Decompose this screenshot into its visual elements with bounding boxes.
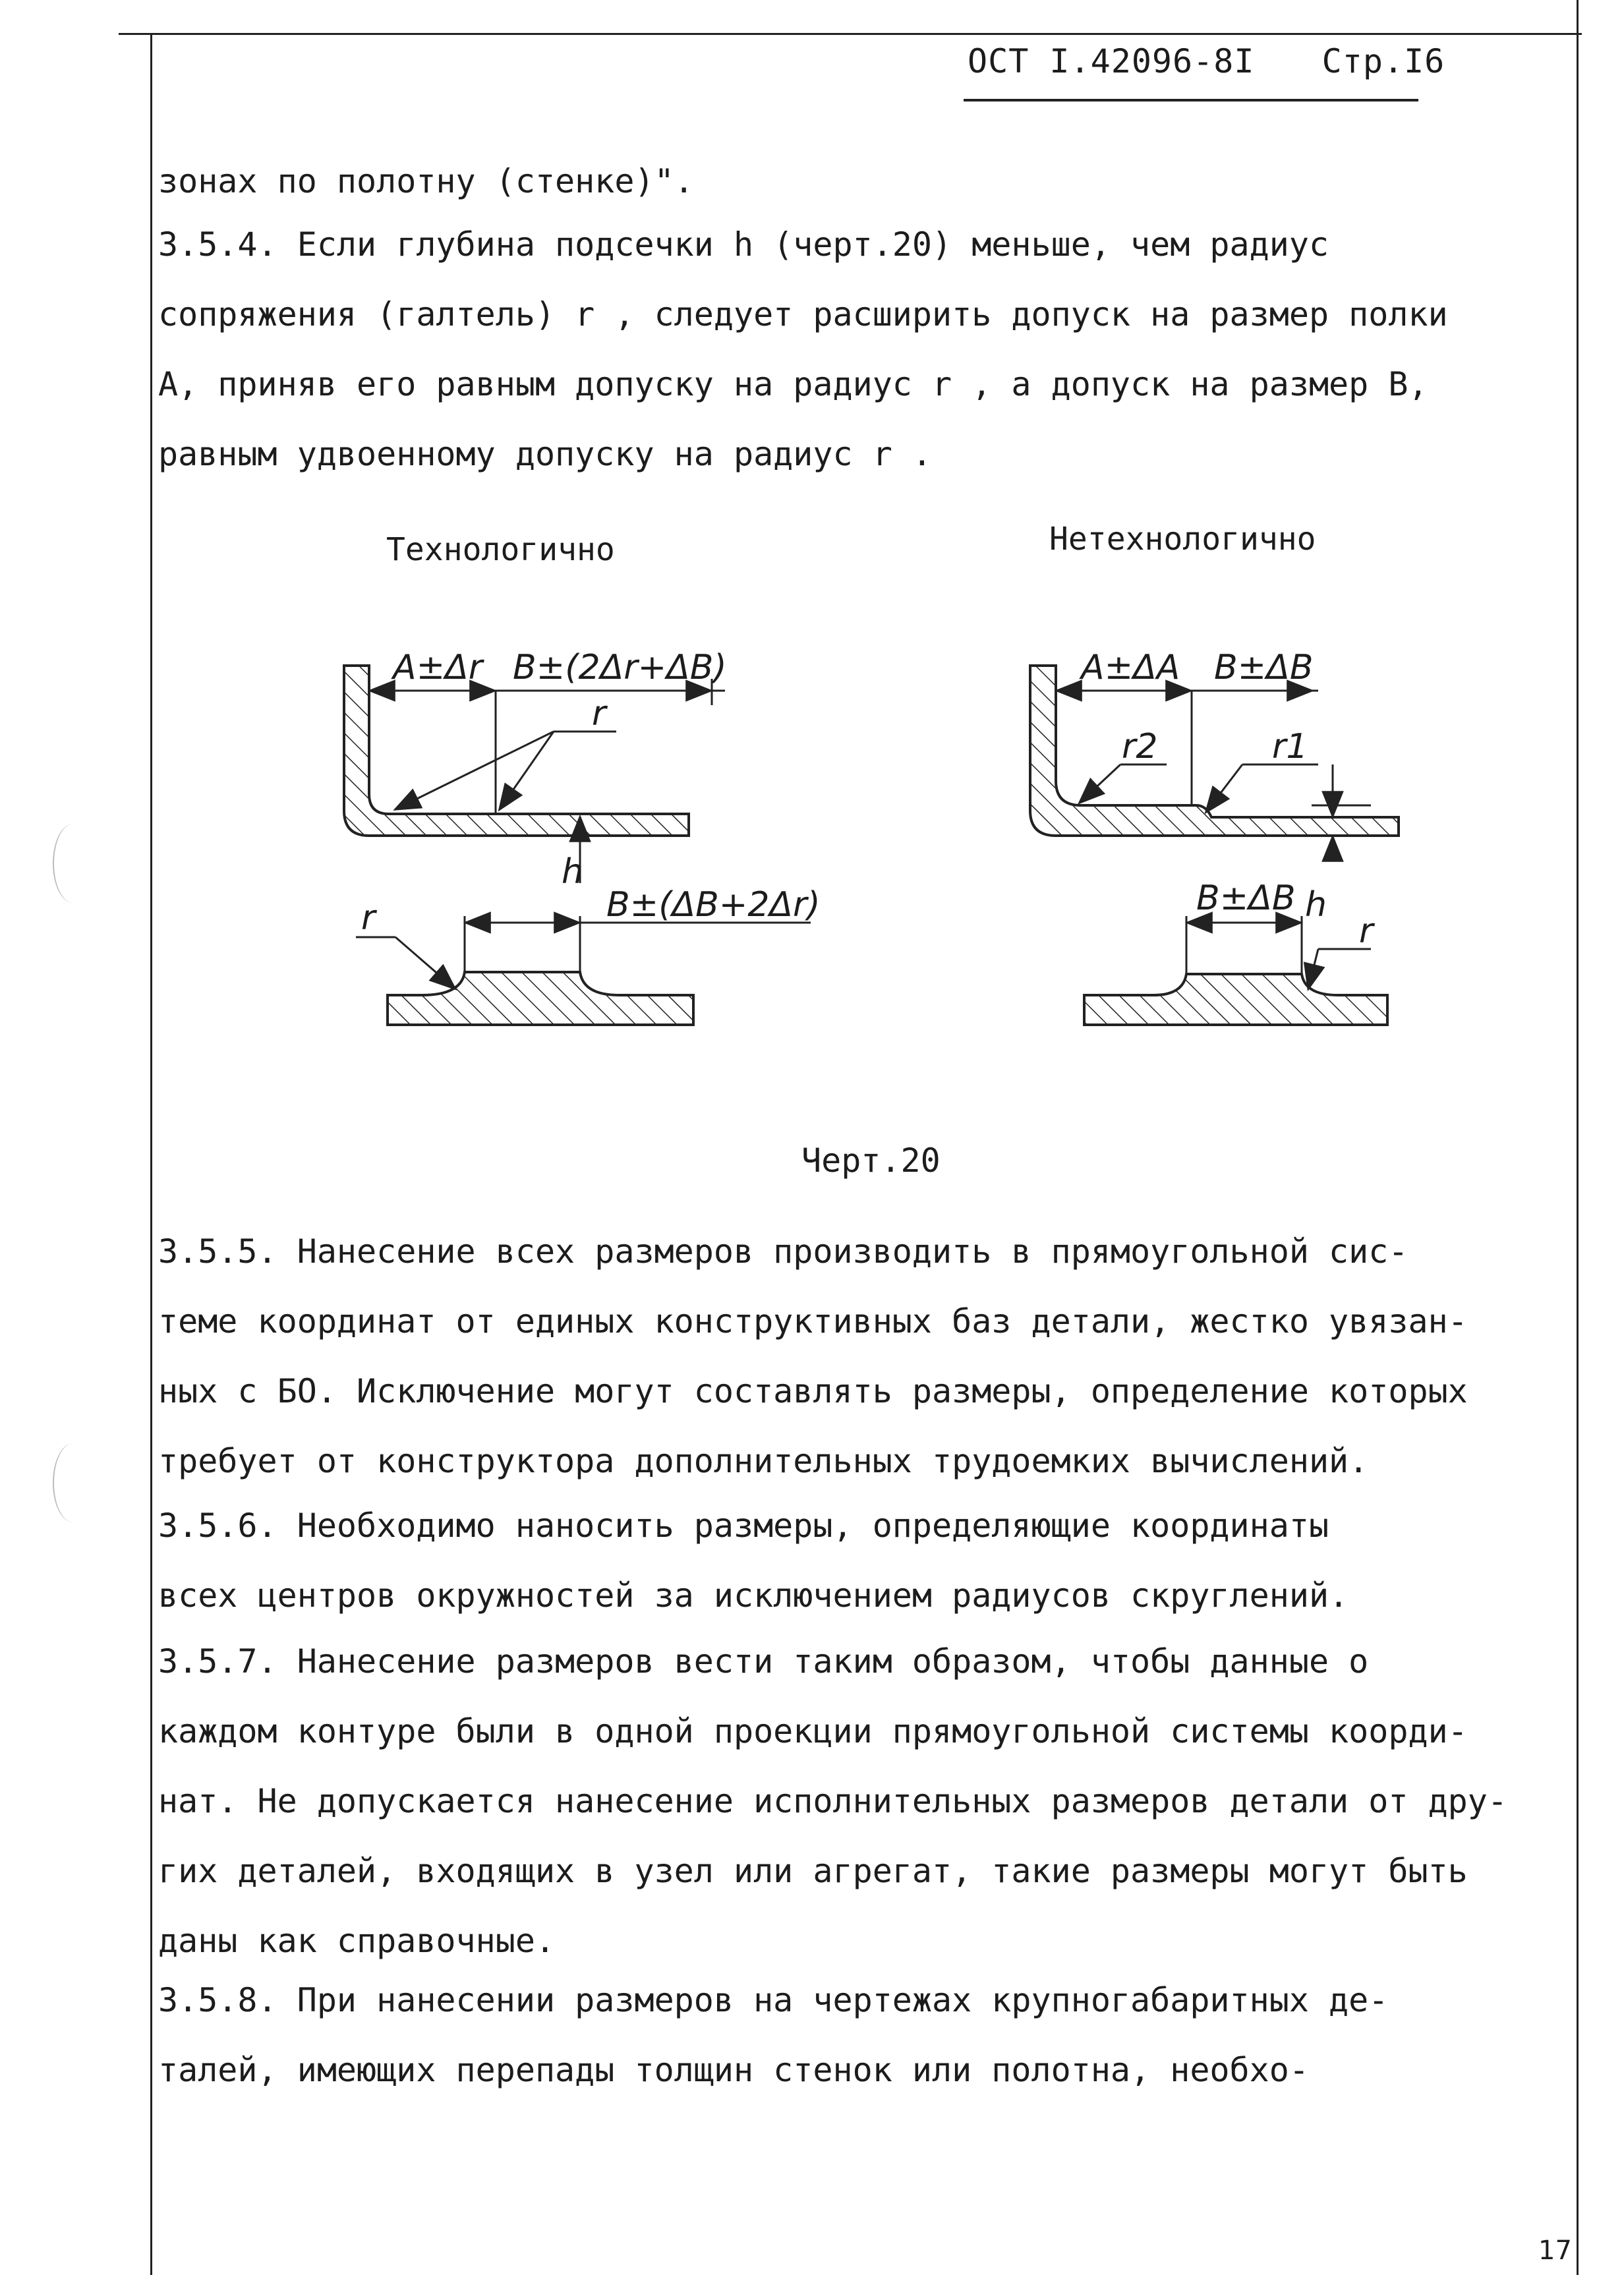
- left-dim-r-top: r: [592, 694, 606, 734]
- paragraph-3-5-6: 3.5.6. Необходимо наносить размеры, определяющие координаты всех центров окружностей за исключением радиусов скруглений.: [158, 1507, 1349, 1615]
- caption-technological: Технологично: [386, 531, 615, 568]
- paragraph-3-5-5: 3.5.5. Нанесение всех размеров производить в прямоугольной сис- теме координат от единых конструктивных баз детали, жестко увязан- ных с БО. Исключение могут составлять размеры, определение которых требует от конструктора дополнительных трудоемких вычислений.: [158, 1232, 1468, 1480]
- left-angle-section: [344, 666, 725, 883]
- left-dim-r-bottom: r: [361, 898, 376, 938]
- right-dim-h: h: [1305, 885, 1327, 925]
- paragraph-3-5-8: 3.5.8. При нанесении размеров на чертежах крупногабаритных де- талей, имеющих перепады толщин стенок или полотна, необхо-: [158, 1981, 1389, 2089]
- left-dim-h: h: [562, 852, 583, 892]
- doc-number: ОСТ I.42096-8I: [968, 42, 1255, 80]
- caption-non-technological: Нетехнологично: [1049, 521, 1316, 558]
- left-boss-labels: [361, 885, 821, 938]
- left-dim-a: A±Δr: [393, 648, 483, 687]
- paragraph-3-5-7: 3.5.7. Нанесение размеров вести таким образом, чтобы данные о каждом контуре были в одной проекции прямоугольной системы коорди- нат. Не допускается нанесение исполнительных размеров детали от дру- гих деталей, входящих в узел или агрегат, такие размеры могут быть даны как справочные.: [158, 1642, 1507, 1960]
- left-dim-b: B±(2Δr+ΔB): [513, 648, 727, 687]
- figure-caption: Черт.20: [801, 1141, 941, 1180]
- right-dim-b-bottom: B±ΔB: [1196, 878, 1296, 918]
- page-number: 17: [1538, 2235, 1572, 2266]
- paragraph-intro: зонах по полотну (стенке)".: [158, 162, 694, 200]
- page-label: Стр.I6: [1321, 42, 1445, 80]
- right-dim-b: B±ΔB: [1214, 648, 1314, 687]
- paragraph-3-5-4: 3.5.4. Если глубина подсечки h (черт.20) меньше, чем радиус сопряжения (галтель) r , следует расширить допуск на размер полки А, приняв его равным допуску на радиус r , а допуск на размер В, равным удвоенному допуску на радиус r .: [158, 225, 1448, 473]
- right-dim-a: A±ΔA: [1081, 648, 1180, 687]
- right-dimension-labels: [1079, 648, 1314, 766]
- left-boss-section: [356, 916, 811, 1025]
- right-dim-r1: r1: [1272, 727, 1308, 766]
- right-angle-section: [1030, 666, 1399, 857]
- left-dimension-labels: [391, 648, 727, 892]
- right-dim-r2: r2: [1122, 727, 1158, 766]
- left-dim-b-bottom: B±(ΔB+2Δr): [606, 885, 821, 925]
- right-boss-section: [1084, 916, 1387, 1025]
- right-dim-r-bottom: r: [1359, 911, 1374, 951]
- right-boss-labels: [1196, 878, 1376, 951]
